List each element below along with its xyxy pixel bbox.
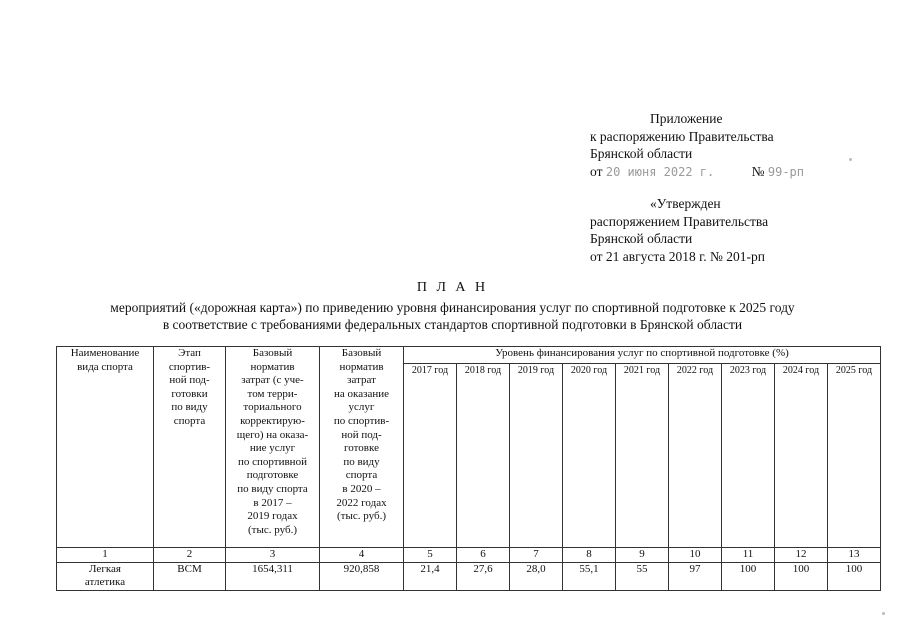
header-text: Наименование bbox=[70, 347, 140, 359]
date-prefix: от bbox=[590, 163, 603, 179]
header-text: по виду bbox=[171, 401, 208, 414]
header-text: 2022 годах bbox=[336, 496, 387, 509]
header-text: в 2017 – bbox=[253, 496, 292, 509]
header-text: по спортивной bbox=[238, 455, 307, 468]
header-text: спорта bbox=[345, 469, 378, 482]
header-text: (тыс. руб.) bbox=[248, 523, 297, 536]
column-number: 5 bbox=[404, 548, 457, 563]
table-row bbox=[57, 562, 881, 590]
cell-level-2021: 55 bbox=[616, 562, 669, 590]
number-value: 99-рп bbox=[767, 164, 804, 179]
header-text: готовки bbox=[171, 387, 208, 400]
cell-level-2022: 97 bbox=[669, 562, 722, 590]
header-text: ной под- bbox=[341, 428, 382, 441]
column-number: 2 bbox=[154, 548, 226, 563]
header-norm-2017-2019 bbox=[226, 347, 320, 548]
header-text: затрат bbox=[347, 374, 376, 387]
cell-norm-2017-2019: 1654,311 bbox=[226, 562, 320, 590]
header-text: затрат (с уче- bbox=[241, 374, 304, 387]
header-year: 2024 год bbox=[775, 364, 828, 548]
header-text: ной под- bbox=[169, 374, 210, 387]
header-text: Базовый bbox=[252, 347, 293, 359]
header-text: услуг bbox=[348, 401, 375, 414]
cell-stage: ВСМ bbox=[154, 562, 226, 590]
header-year: 2017 год bbox=[404, 364, 457, 548]
header-text: по виду спорта bbox=[237, 482, 308, 495]
header-row-1 bbox=[57, 347, 881, 364]
header-text: щего) на оказа- bbox=[236, 428, 309, 441]
funding-table bbox=[56, 346, 881, 591]
number-label: № bbox=[751, 163, 765, 179]
header-text: норматив bbox=[250, 360, 295, 373]
header-sport-name bbox=[57, 347, 154, 548]
column-number: 10 bbox=[669, 548, 722, 563]
approved-line-2: Брянской области bbox=[590, 231, 693, 246]
appendix-line-2: Брянской области bbox=[590, 146, 693, 161]
scan-speck bbox=[849, 158, 852, 161]
header-text: спорта bbox=[173, 414, 206, 427]
header-text: готовке bbox=[344, 442, 379, 455]
cell-norm-2020-2022: 920,858 bbox=[320, 562, 404, 590]
appendix-line-1: к распоряжению Правительства bbox=[590, 128, 774, 144]
header-text: спортив- bbox=[168, 360, 211, 373]
column-number: 3 bbox=[226, 548, 320, 563]
header-year: 2019 год bbox=[510, 364, 563, 548]
plan-subtitle-line-1: мероприятий («дорожная карта») по приведению уровня финансирования услуг по спортивной подготовке к 2025 году bbox=[110, 300, 795, 315]
appendix-title: Приложение bbox=[650, 111, 723, 126]
approved-line-1: распоряжением Правительства bbox=[590, 213, 769, 229]
approved-line-3: от 21 августа 2018 г. № 201-рп bbox=[590, 248, 765, 264]
cell-level-2023: 100 bbox=[722, 562, 775, 590]
header-text: в 2020 – bbox=[342, 482, 381, 495]
column-number: 9 bbox=[616, 548, 669, 563]
column-number: 12 bbox=[775, 548, 828, 563]
header-year: 2022 год bbox=[669, 364, 722, 548]
cell-level-2025: 100 bbox=[828, 562, 881, 590]
appendix-date-line bbox=[590, 163, 804, 182]
header-text: вида спорта bbox=[77, 360, 133, 373]
header-level-group: Уровень финансирования услуг по спортивной подготовке (%) bbox=[404, 347, 881, 364]
header-text: ние услуг bbox=[249, 442, 296, 455]
column-number: 8 bbox=[563, 548, 616, 563]
header-year: 2018 год bbox=[457, 364, 510, 548]
cell-level-2019: 28,0 bbox=[510, 562, 563, 590]
column-number: 6 bbox=[457, 548, 510, 563]
header-text: Этап bbox=[178, 347, 201, 359]
approved-title: «Утвержден bbox=[650, 196, 721, 211]
cell-level-2024: 100 bbox=[775, 562, 828, 590]
header-year: 2025 год bbox=[828, 364, 881, 548]
header-stage bbox=[154, 347, 226, 548]
column-number: 1 bbox=[57, 548, 154, 563]
approved-block bbox=[590, 195, 768, 265]
header-text: по спортив- bbox=[333, 414, 390, 427]
scan-speck bbox=[882, 612, 885, 615]
header-text: по виду bbox=[343, 455, 380, 468]
plan-subtitle-line-2: в соответствие с требованиями федеральных стандартов спортивной подготовки в Брянской области bbox=[162, 317, 743, 332]
appendix-block bbox=[590, 110, 804, 181]
header-year: 2021 год bbox=[616, 364, 669, 548]
header-text: подготовке bbox=[246, 469, 299, 482]
cell-level-2017: 21,4 bbox=[404, 562, 457, 590]
header-norm-2020-2022 bbox=[320, 347, 404, 548]
sport-text: атлетика bbox=[84, 576, 126, 589]
column-number-row bbox=[57, 548, 881, 563]
header-year: 2023 год bbox=[722, 364, 775, 548]
header-text: том терри- bbox=[247, 387, 298, 400]
column-number: 7 bbox=[510, 548, 563, 563]
plan-title: П Л А Н bbox=[416, 280, 489, 295]
column-number: 13 bbox=[828, 548, 881, 563]
header-text: (тыс. руб.) bbox=[337, 510, 386, 523]
cell-level-2018: 27,6 bbox=[457, 562, 510, 590]
cell-sport bbox=[57, 562, 154, 590]
cell-level-2020: 55,1 bbox=[563, 562, 616, 590]
date-value: 20 июня 2022 г. bbox=[605, 164, 715, 179]
header-text: ториального bbox=[243, 401, 302, 414]
header-text: 2019 годах bbox=[247, 510, 298, 523]
header-text: норматив bbox=[339, 360, 384, 373]
header-text: Базовый bbox=[341, 347, 382, 359]
header-year: 2020 год bbox=[563, 364, 616, 548]
header-text: на оказание bbox=[334, 387, 389, 400]
sport-text: Легкая bbox=[89, 562, 121, 575]
column-number: 4 bbox=[320, 548, 404, 563]
plan-subtitle bbox=[0, 299, 905, 333]
column-number: 11 bbox=[722, 548, 775, 563]
header-text: корректирую- bbox=[240, 414, 305, 427]
